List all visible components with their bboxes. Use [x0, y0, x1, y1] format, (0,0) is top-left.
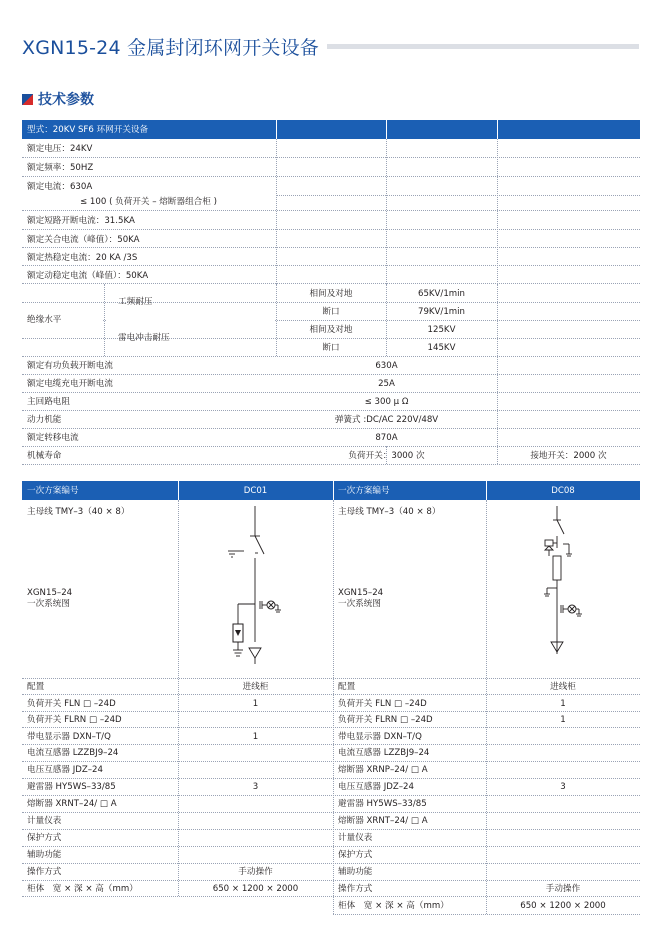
left-config-label: 配置 [27, 682, 45, 692]
row-divider [22, 265, 640, 266]
spec-row-label: 额定电流：630A [27, 182, 93, 192]
insulation-label: 绝缘水平 [27, 315, 62, 325]
row-divider [22, 761, 640, 762]
row-divider [22, 392, 640, 393]
column-divider [386, 139, 387, 284]
right-diagram-label: XGN15–24 [338, 588, 384, 598]
section-label: 技术参数 [38, 92, 94, 108]
power-freq-label: 工频耐压 [118, 297, 153, 307]
left-diagram-label: 一次系统图 [27, 599, 70, 609]
spec-row-value: ≤ 300 μ Ω [364, 397, 409, 407]
left-row-label: 保护方式 [27, 833, 62, 843]
column-divider [333, 500, 334, 914]
right-row-label: 柜体 宽 × 深 × 高（mm） [338, 901, 449, 911]
row-divider [276, 195, 640, 196]
row-divider [22, 896, 640, 897]
row-divider [22, 694, 640, 695]
row-divider [22, 283, 640, 284]
scheme-left-header: 一次方案编号 [27, 486, 79, 496]
left-row-value: 650 × 1200 × 2000 [212, 884, 299, 894]
right-diagram-label: 一次系统图 [338, 599, 381, 609]
right-config-value: 进线柜 [550, 682, 576, 692]
spec-row-label: 额定电缆充电开断电流 [27, 379, 113, 389]
right-row-label: 带电显示器 DXN–T/Q [338, 732, 422, 742]
section-heading [22, 89, 94, 109]
dc01-diagram [222, 506, 282, 666]
insulation-sub-label: 相间及对地 [309, 325, 353, 335]
lightning-label: 雷电冲击耐压 [118, 333, 170, 343]
row-divider [22, 464, 640, 465]
spec-row-label: ≤ 100 ( 负荷开关 – 熔断器组合柜 ) [80, 197, 217, 207]
right-row-label: 熔断器 XRNP–24/ □ A [338, 765, 428, 775]
left-row-label: 电流互感器 LZZBJ9–24 [27, 748, 119, 758]
insulation-sub-label: 断口 [322, 343, 340, 353]
spec-row-label: 额定电压：24KV [27, 144, 93, 154]
row-divider [22, 410, 640, 411]
left-row-label: 带电显示器 DXN–T/Q [27, 732, 111, 742]
column-divider [276, 139, 277, 284]
right-row-value: 1 [560, 699, 566, 709]
insulation-value: 125KV [427, 325, 456, 335]
dc08-diagram [527, 506, 587, 666]
spec-row-label: 动力机能 [27, 415, 62, 425]
column-divider [178, 500, 179, 896]
scheme-right-header: 一次方案编号 [338, 486, 390, 496]
spec-row-label: 额定关合电流（峰值）：50KA [27, 235, 140, 245]
spec-row-label: 额定转移电流 [27, 433, 79, 443]
life-label: 机械寿命 [27, 451, 62, 461]
left-row-label: 辅助功能 [27, 850, 62, 860]
left-row-label: 负荷开关 FLRN □ –24D [27, 715, 122, 725]
row-divider [22, 812, 640, 813]
right-config-label: 配置 [338, 682, 356, 692]
row-divider [22, 446, 640, 447]
page-title: XGN15-24 金属封闭环网开关设备 [22, 37, 320, 59]
left-row-label: 操作方式 [27, 867, 62, 877]
right-row-value: 手动操作 [545, 884, 581, 894]
right-row-value: 650 × 1200 × 2000 [520, 901, 606, 911]
row-divider [22, 356, 640, 357]
header-divider [333, 481, 334, 500]
row-divider [22, 678, 640, 679]
left-busbar: 主母线 TMY–3（40 × 8） [27, 507, 130, 517]
row-divider [22, 880, 640, 881]
spec-row-value: 弹簧式 :DC/AC 220V/48V [334, 415, 439, 425]
right-row-label: 负荷开关 FLRN □ –24D [338, 715, 433, 725]
column-divider [497, 284, 498, 356]
left-config-value: 进线柜 [242, 682, 269, 692]
header-divider [386, 120, 387, 139]
right-row-label: 负荷开关 FLN □ –24D [338, 699, 427, 709]
right-row-label: 熔断器 XRNT–24/ □ A [338, 816, 428, 826]
right-row-label: 保护方式 [338, 850, 373, 860]
row-divider [22, 863, 640, 864]
left-row-value: 手动操作 [238, 867, 273, 877]
spec-row-label: 额定动稳定电流（峰值）：50KA [27, 271, 149, 281]
left-row-label: 避雷器 HY5WS–33/85 [27, 782, 116, 792]
row-divider [22, 176, 640, 177]
row-divider [22, 338, 640, 339]
insulation-value: 79KV/1min [417, 307, 466, 317]
header-divider [497, 120, 498, 139]
header-divider [276, 120, 277, 139]
spec-header-text: 型式：20KV SF6 环网开关设备 [27, 125, 149, 135]
spec-row-value: 870A [375, 433, 398, 443]
left-diagram-label: XGN15–24 [27, 588, 73, 598]
spec-row-label: 额定短路开断电流：31.5KA [27, 216, 135, 226]
right-row-label: 避雷器 HY5WS–33/85 [338, 799, 427, 809]
row-divider [22, 795, 640, 796]
right-busbar: 主母线 TMY–3（40 × 8） [338, 507, 441, 517]
insulation-value: 145KV [427, 343, 456, 353]
row-divider [22, 711, 640, 712]
row-divider [333, 914, 640, 915]
section-marker-icon [22, 94, 33, 105]
left-row-label: 电压互感器 JDZ–24 [27, 765, 103, 775]
row-divider [22, 846, 640, 847]
left-row-value: 1 [252, 732, 259, 742]
spec-row-label: 额定有功负载开断电流 [27, 361, 113, 371]
right-row-label: 辅助功能 [338, 867, 373, 877]
right-row-value: 1 [560, 715, 566, 725]
left-row-label: 熔断器 XRNT–24/ □ A [27, 799, 117, 809]
row-divider [22, 247, 640, 248]
row-divider [22, 302, 640, 303]
spec-row-value: 25A [378, 379, 395, 389]
row-divider [22, 778, 640, 779]
row-divider [22, 229, 640, 230]
spec-row-label: 主回路电阻 [27, 397, 70, 407]
left-row-label: 负荷开关 FLN □ –24D [27, 699, 116, 709]
right-row-value: 3 [560, 782, 566, 792]
life-load-value: 负荷开关：3000 次 [348, 451, 425, 461]
row-divider [22, 829, 640, 830]
label-cell-mask [106, 319, 274, 322]
scheme-right-code: DC08 [551, 486, 575, 496]
spec-row-label: 额定热稳定电流：20 KA /3S [27, 253, 138, 263]
row-divider [22, 744, 640, 745]
insulation-sub-label: 相间及对地 [309, 289, 353, 299]
column-divider [104, 284, 105, 356]
spec-row-value: 630A [375, 361, 398, 371]
right-row-label: 操作方式 [338, 884, 373, 894]
row-divider [22, 727, 640, 728]
left-row-label: 计量仪表 [27, 816, 62, 826]
title-rule [327, 44, 639, 49]
left-row-value: 3 [252, 782, 259, 792]
right-row-label: 电压互感器 JDZ–24 [338, 782, 414, 792]
left-row-value: 1 [252, 699, 259, 709]
row-divider [22, 210, 640, 211]
row-divider [22, 157, 640, 158]
scheme-left-code: DC01 [243, 486, 268, 496]
left-row-label: 柜体 宽 × 深 × 高（mm） [27, 884, 138, 894]
row-divider [22, 428, 640, 429]
spec-row-label: 额定频率：50HZ [27, 163, 94, 173]
life-earth-value: 接地开关：2000 次 [530, 451, 607, 461]
right-row-label: 计量仪表 [338, 833, 373, 843]
right-row-label: 电流互感器 LZZBJ9–24 [338, 748, 430, 758]
row-divider [22, 374, 640, 375]
insulation-sub-label: 断口 [322, 307, 340, 317]
insulation-value: 65KV/1min [417, 289, 466, 299]
